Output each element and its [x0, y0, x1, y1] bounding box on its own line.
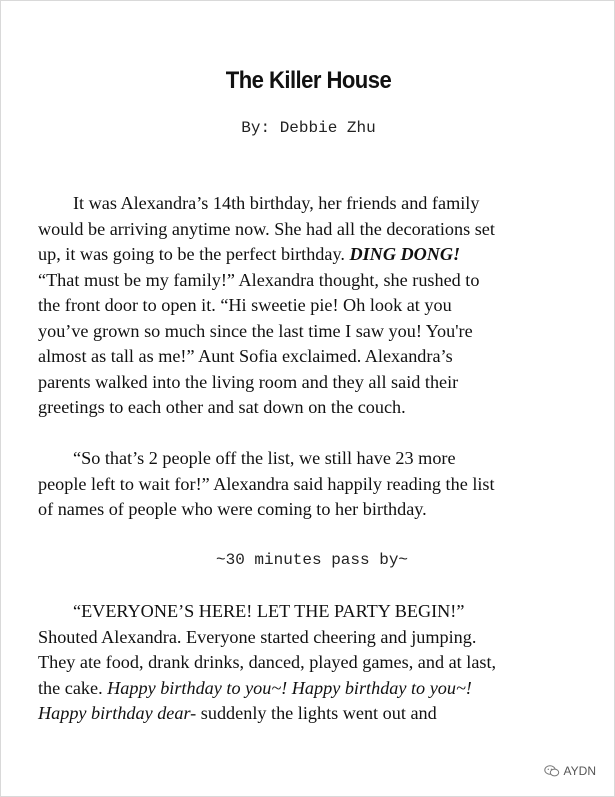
- watermark: [544, 764, 596, 778]
- text-line: you’ve grown so much since the last time I saw you! You're: [38, 320, 473, 341]
- ding-dong-emphasis: DING DONG!: [349, 244, 461, 264]
- text-line: suddenly the lights went out and: [196, 703, 437, 723]
- song-lyrics: Happy birthday dear-: [38, 703, 197, 723]
- song-lyrics: Happy birthday to you~! Happy birthday to you~!: [107, 677, 472, 698]
- scene-break: ~30 minutes pass by~: [215, 551, 409, 569]
- text-line: the cake.: [38, 677, 108, 698]
- text-line: greetings to each other and sat down on the couch.: [38, 397, 406, 417]
- story-body: [38, 191, 586, 752]
- text-line: “That must be my family!” Alexandra thought, she rushed to: [38, 269, 480, 290]
- text-line: almost as tall as me!” Aunt Sofia exclaimed. Alexandra’s: [38, 346, 453, 366]
- author-byline: By: Debbie Zhu: [241, 119, 376, 137]
- text-line: Shouted Alexandra. Everyone started cheering and jumping.: [38, 626, 477, 647]
- text-line: people left to wait for!” Alexandra said happily reading the list: [38, 473, 495, 494]
- paragraph-1: [38, 191, 586, 421]
- text-line: “So that’s 2 people off the list, we still have 23 more: [73, 448, 456, 468]
- text-line: would be arriving anytime now. She had all the decorations set: [38, 218, 495, 239]
- story-title: The Killer House: [225, 67, 392, 94]
- paragraph-2: [38, 446, 586, 523]
- wechat-icon: [544, 765, 560, 777]
- text-line: “EVERYONE’S HERE! LET THE PARTY BEGIN!”: [73, 601, 465, 621]
- text-line: up, it was going to be the perfect birthday.: [38, 244, 350, 264]
- watermark-text: AYDN: [563, 764, 596, 778]
- paragraph-3: [38, 599, 586, 727]
- text-line: parents walked into the living room and they all said their: [38, 371, 459, 392]
- text-line: They ate food, drank drinks, danced, played games, and at last,: [38, 652, 497, 672]
- text-line: of names of people who were coming to her birthday.: [38, 499, 427, 519]
- text-line: the front door to open it. “Hi sweetie pie! Oh look at you: [38, 295, 452, 315]
- text-line: It was Alexandra’s 14th birthday, her friends and family: [73, 193, 480, 213]
